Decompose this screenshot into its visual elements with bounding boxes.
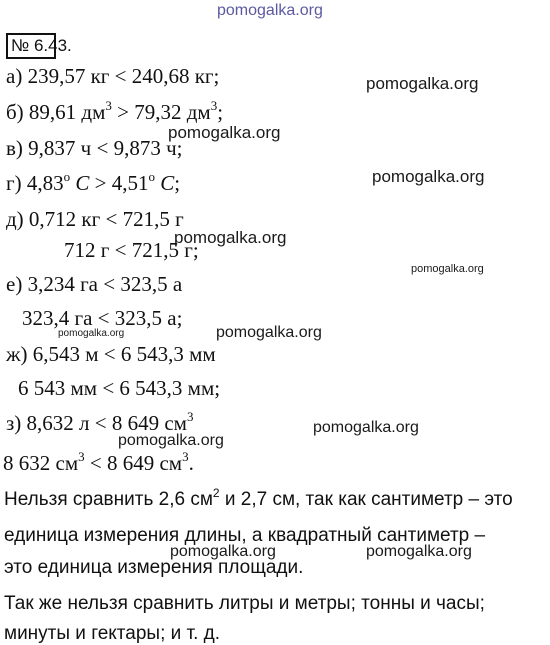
- item-v: в) 9,837 ч < 9,873 ч;: [6, 136, 183, 160]
- watermark: pomogalka.org: [168, 123, 281, 142]
- paragraph-line-1: Нельзя сравнить 2,6 $см^2$ и 2,7 см, так как сантиметр – это: [4, 486, 513, 510]
- item-z1: з) 8,632 л < 8 649 $см^3$: [6, 409, 194, 435]
- paragraph-line-5: минуты и гектары; и т. д.: [4, 623, 221, 644]
- paragraph-line-2: единица измерения длины, а квадратный сантиметр –: [4, 525, 486, 546]
- item-d1: д) 0,712 кг < 721,5 г: [6, 207, 184, 231]
- watermark: pomogalka.org: [313, 419, 419, 436]
- item-g: г) $4,83^о$ $C > 4,51^о$ C;: [6, 169, 181, 195]
- watermark: pomogalka.org: [170, 543, 276, 560]
- watermark: pomogalka.org: [118, 432, 224, 449]
- paragraph-line-3: это единица измерения площади.: [4, 557, 304, 578]
- item-d2: 712 г < 721,5 г;: [64, 238, 199, 262]
- item-zh2: 6 543 мм < 6 543,3 мм;: [18, 376, 221, 400]
- problem-number: № 6.43.: [6, 33, 56, 59]
- item-e2: 323,4 га < 323,5 а;: [22, 306, 183, 330]
- item-a: а) 239,57 кг < 240,68 кг;: [6, 64, 220, 88]
- item-b: б) 89,61 $дм^3 > 79,32$ $дм^3$;: [6, 98, 224, 124]
- watermark: pomogalka.org: [411, 263, 484, 275]
- watermark: pomogalka.org: [58, 328, 125, 339]
- watermark: pomogalka.org: [216, 324, 322, 341]
- watermark: pomogalka.org: [174, 228, 287, 247]
- item-e1: е) 3,234 га < 323,5 а: [6, 272, 183, 296]
- watermark: pomogalka.org: [372, 167, 485, 186]
- item-z2: 8 632 $см^3 < 8$ 649 $см^3$.: [3, 449, 194, 475]
- watermark: pomogalka.org: [366, 74, 479, 93]
- watermark: pomogalka.org: [217, 2, 323, 19]
- item-zh1: ж) 6,543 м < 6 543,3 мм: [6, 342, 216, 366]
- watermark: pomogalka.org: [366, 543, 472, 560]
- paragraph-line-4: Так же нельзя сравнить литры и метры; тонны и часы;: [4, 593, 485, 614]
